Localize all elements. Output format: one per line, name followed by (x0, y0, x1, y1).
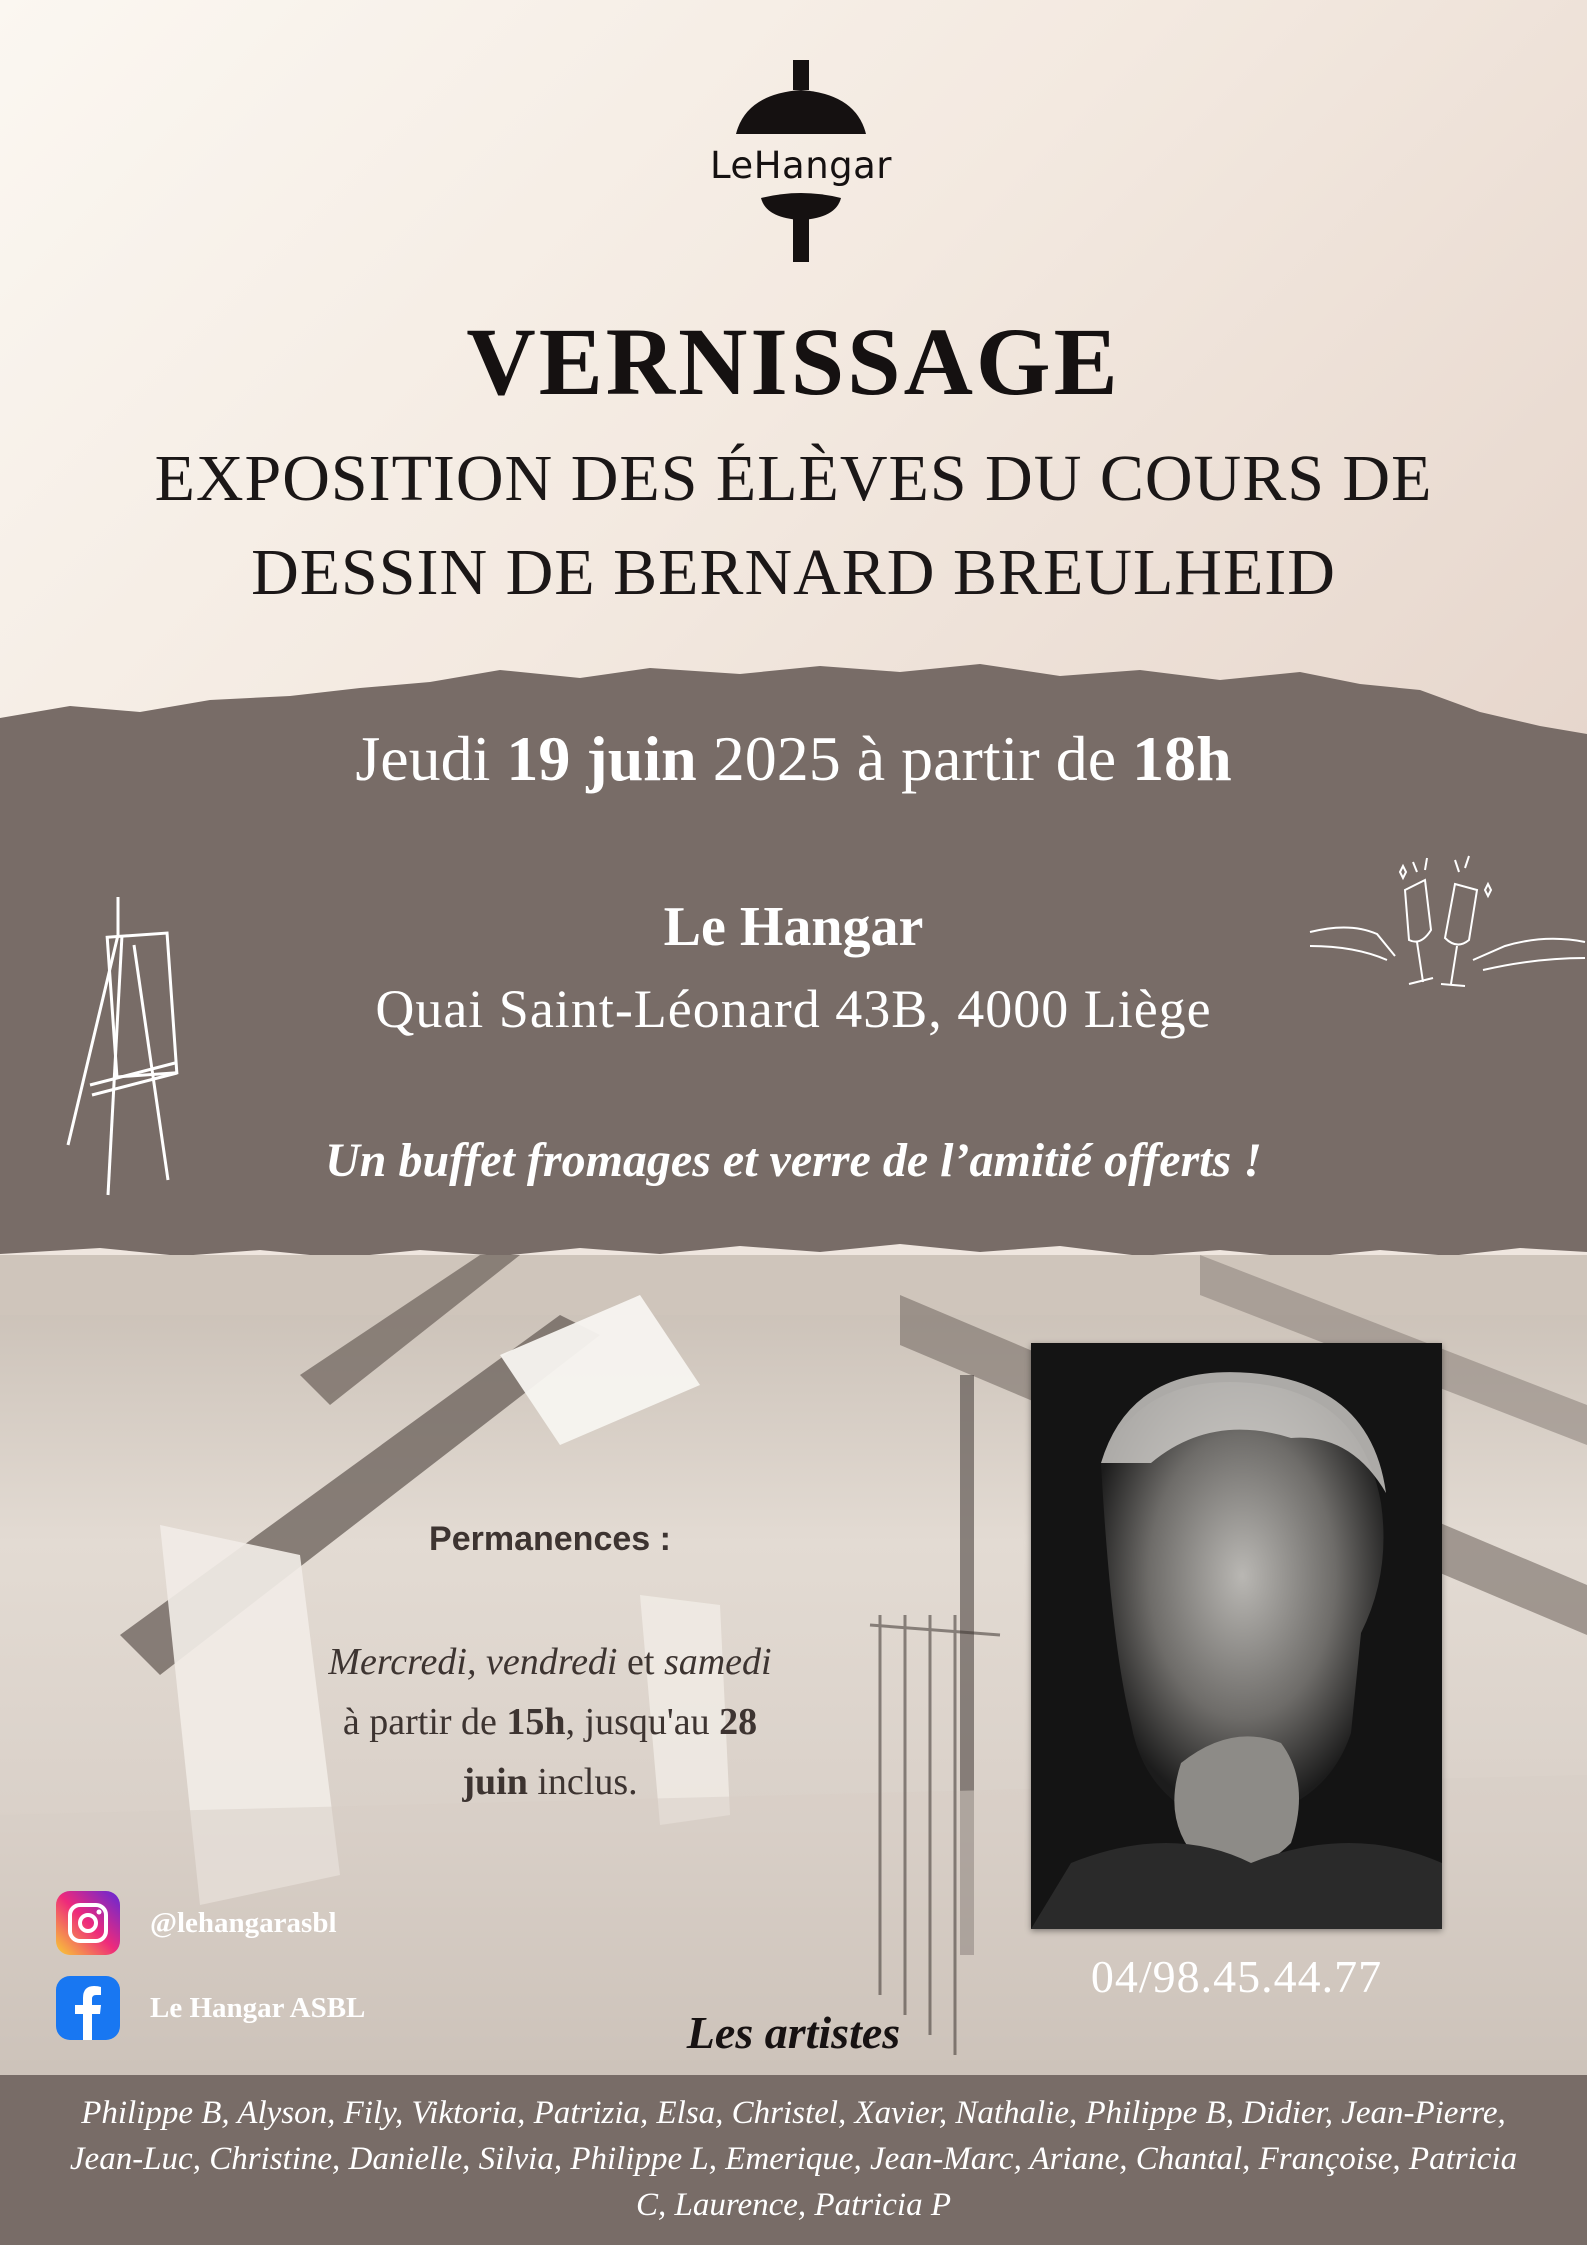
portrait-drawing (1031, 1343, 1442, 1929)
champagne-toast-icon (1305, 850, 1587, 1010)
event-date: Jeudi 19 juin 2025 à partir de 18h (355, 723, 1232, 794)
instagram-handle: @lehangarasbl (150, 1906, 337, 1939)
artists-list: Philippe B, Alyson, Fily, Viktoria, Patrizia, Elsa, Christel, Xavier, Nathalie, Philippe B, Didier, Jean-Pierre, Jean-Luc, Christine, Danielle, Silvia, Philippe L, Emerique, Jean-Marc, Ariane, Chantal, Françoise, Patricia C, Laurence, Patricia P (69, 2095, 1518, 2223)
instagram-icon (56, 1891, 120, 1955)
venue-address: Quai Saint-Léonard 43B, 4000 Liège (375, 979, 1212, 1039)
buffet-note: Un buffet fromages et verre de l’amitié offerts ! (325, 1134, 1262, 1187)
instagram-link[interactable] (56, 1890, 337, 1956)
permanences-title: Permanences : (429, 1520, 671, 1558)
venue-name: Le Hangar (663, 896, 924, 958)
artists-title: Les artistes (686, 2007, 901, 2058)
lehangar-logo (706, 56, 896, 266)
facebook-page: Le Hangar ASBL (150, 1991, 366, 2024)
exhibition-subtitle: EXPOSITION DES ÉLÈVES DU COURS DE DESSIN DE BERNARD BREULHEID (154, 442, 1433, 609)
easel-icon (60, 895, 190, 1200)
phone-number: 04/98.45.44.77 (1090, 1951, 1383, 2002)
page-title: VERNISSAGE (466, 308, 1121, 415)
logo-text: LeHangar (709, 144, 893, 187)
permanences-text: Mercredi, vendredi et samedi à partir de 15h, jusqu'au 28 juin inclus. (328, 1641, 772, 1803)
